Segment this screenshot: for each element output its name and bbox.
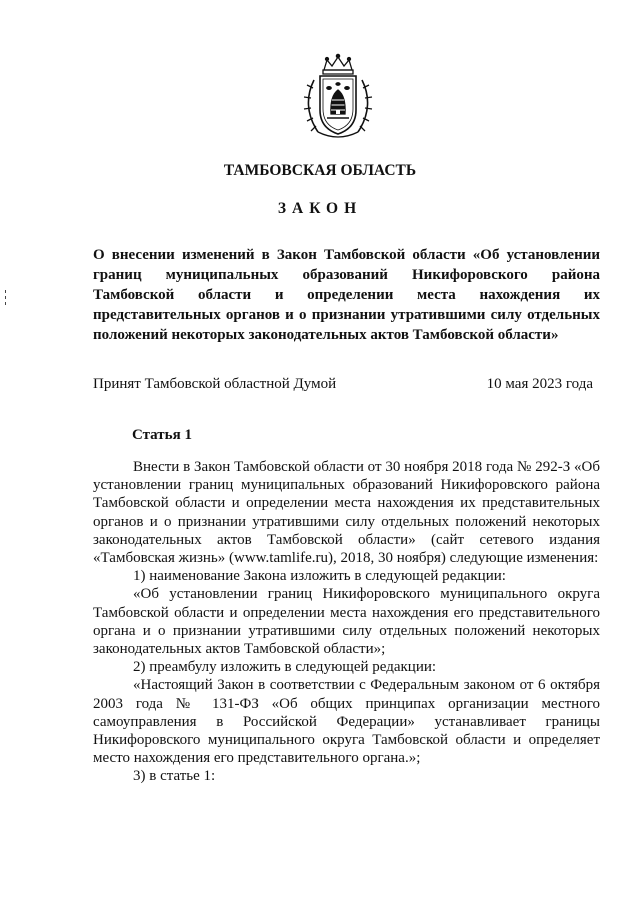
margin-mark [5, 290, 7, 306]
document-type-heading: ЗАКОН [277, 200, 363, 217]
paragraph: 1) наименование Закона изложить в следующей редакции: [133, 568, 506, 585]
paragraph: «Настоящий Закон в соответствии с Федеральным законом от 6 октября 2003 года № 131-ФЗ «Об общих принципах организации местного самоуправления в Российской Федерации» устанавливает границы Никифоровского муниципального округа Тамбовской области и определяет место нахождения его представительного органа.»; [93, 677, 600, 767]
adoption-line [93, 374, 600, 394]
article-heading: Статья 1 [132, 427, 192, 443]
region-heading: ТАМБОВСКАЯ ОБЛАСТЬ [223, 162, 417, 179]
law-title: О внесении изменений в Закон Тамбовской области «Об установлении границ муниципальных образований Никифоровского района Тамбовской области и определении места нахождения их представительных органов и о признании утратившими силу отдельных положений некоторых законодательных актов Тамбовской области» [93, 247, 600, 343]
adopted-by: Принят Тамбовской областной Думой [93, 376, 337, 392]
article-body [93, 458, 600, 786]
paragraph: «Об установлении границ Никифоровского муниципального округа Тамбовской области и определении места нахождения его представительного органа и о признании утратившими силу отдельных положений некоторых законодательных актов Тамбовской области»; [93, 586, 600, 658]
paragraph: 3) в статье 1: [133, 768, 216, 785]
tambov-coat-of-arms-icon [296, 52, 380, 142]
paragraph: 2) преамбулу изложить в следующей редакции: [133, 659, 437, 676]
paragraph: Внести в Закон Тамбовской области от 30 ноября 2018 года № 292-З «Об установлении границ муниципальных образований Никифоровского района Тамбовской области и определении места нахождения их представительных органов и о признании утратившими силу отдельных положений некоторых законодательных актов Тамбовской области» (сайт сетевого издания «Тамбовская жизнь» (www.tamlife.ru), 2018, 30 ноября) следующие изменения: [93, 459, 600, 567]
adoption-date: 10 мая 2023 года [486, 376, 593, 392]
